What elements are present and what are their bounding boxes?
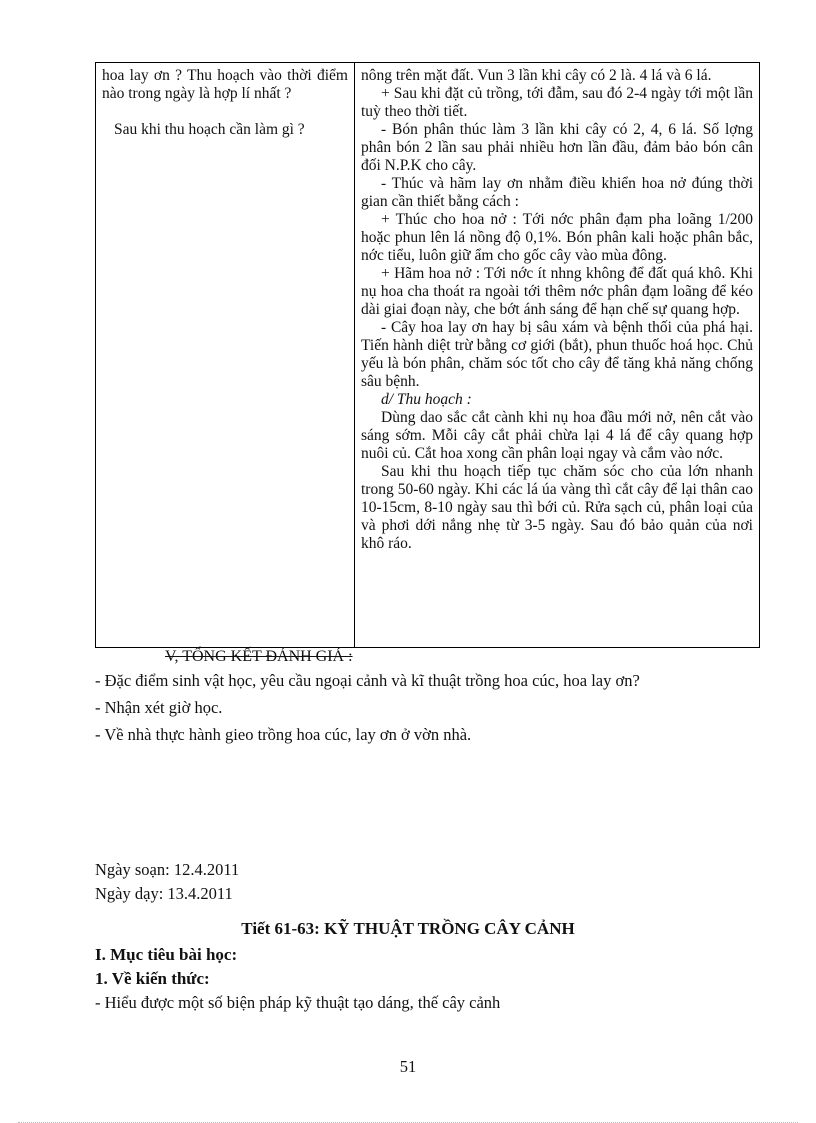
lesson-table bbox=[95, 62, 760, 648]
teach-date: Ngày dạy: 13.4.2011 bbox=[95, 884, 233, 903]
table-row bbox=[96, 63, 760, 648]
section-heading: I. Mục tiêu bài học: bbox=[95, 945, 238, 964]
answer-paragraph: + Sau khi đặt củ trồng, tới đẫm, sau đó 2-4 ngày tới một lần tuỳ theo thời tiết. bbox=[361, 85, 753, 120]
prep-date: Ngày soạn: 12.4.2011 bbox=[95, 860, 240, 879]
summary-line: - Nhận xét giờ học. bbox=[95, 698, 223, 717]
summary-line: - Về nhà thực hành gieo trồng hoa cúc, lay ơn ở vờn nhà. bbox=[95, 725, 472, 744]
page-number: 51 bbox=[399, 1057, 417, 1076]
answer-paragraph: - Bón phân thúc làm 3 lần khi cây có 2, 4, 6 lá. Số lợng phân bón 2 lần sau phải nhiều hơn lần đầu, đảm bảo bón cân đối N.P.K cho cây. bbox=[361, 121, 753, 174]
summary-line: - Đặc điểm sinh vật học, yêu cầu ngoại cảnh và kĩ thuật trồng hoa cúc, hoa lay ơn? bbox=[95, 671, 640, 690]
summary-heading: V, TỔNG KẾT ĐÁNH GIÁ : bbox=[165, 648, 353, 665]
harvest-subheading: d/ Thu hoạch : bbox=[381, 391, 472, 408]
answer-paragraph: nông trên mặt đất. Vun 3 lần khi cây có 2 là. 4 lá và 6 lá. bbox=[361, 67, 712, 84]
answer-column bbox=[355, 63, 760, 648]
question-column bbox=[96, 63, 355, 648]
answer-paragraph: + Thúc cho hoa nở : Tới nớc phân đạm pha loãng 1/200 hoặc phun lên lá nồng độ 0,1%. Bón phân kali hoặc phân bắc, nớc tiểu, luôn giữ ẩm cho gốc cây vào mùa đông. bbox=[361, 211, 753, 264]
question-text: Sau khi thu hoạch cần làm gì ? bbox=[114, 121, 305, 138]
answer-paragraph: + Hãm hoa nở : Tới nớc ít nhng không để đất quá khô. Khi nụ hoa cha thoát ra ngoài tới thêm nớc phân đạm loãng để kéo dài giai đoạn này, che bớt ánh sáng để hạn chế sự quang hợp. bbox=[361, 265, 753, 318]
question-text: hoa lay ơn ? Thu hoạch vào thời điểm nào trong ngày là hợp lí nhất ? bbox=[102, 67, 348, 102]
answer-paragraph: - Cây hoa lay ơn hay bị sâu xám và bệnh thối của phá hại. Tiến hành diệt trừ bằng cơ giới (bắt), phun thuốc hoá học. Chủ yếu là bón phân, chăm sóc tốt cho cây để tăng khả năng chống sâu bệnh. bbox=[361, 319, 753, 390]
lesson-title: Tiết 61-63: KỸ THUẬT TRỒNG CÂY CẢNH bbox=[241, 919, 575, 938]
answer-paragraph: - Thúc và hãm lay ơn nhằm điều khiển hoa nở đúng thời gian cần thiết bằng cách : bbox=[361, 175, 753, 210]
answer-paragraph: Sau khi thu hoạch tiếp tục chăm sóc cho của lớn nhanh trong 50-60 ngày. Khi các lá úa vàng thì cắt cây để lại thân cao 10-15cm, 8-10 ngày sau thì bới củ. Rửa sạch củ, phân loại của và phơi dới nắng nhẹ từ 3-5 ngày. Sau đó bảo quản của nơi khô ráo. bbox=[361, 463, 753, 552]
subsection-heading: 1. Về kiến thức: bbox=[95, 969, 210, 988]
objective-line: - Hiểu được một số biện pháp kỹ thuật tạo dáng, thế cây cảnh bbox=[95, 993, 501, 1012]
answer-paragraph: Dùng dao sắc cắt cành khi nụ hoa đầu mới nở, nên cắt vào sáng sớm. Mỗi cây cắt phải chừa lại 4 lá để cây quang hợp nuôi củ. Cắt hoa xong cần phân loại ngay và cắm vào nớc. bbox=[361, 409, 753, 462]
